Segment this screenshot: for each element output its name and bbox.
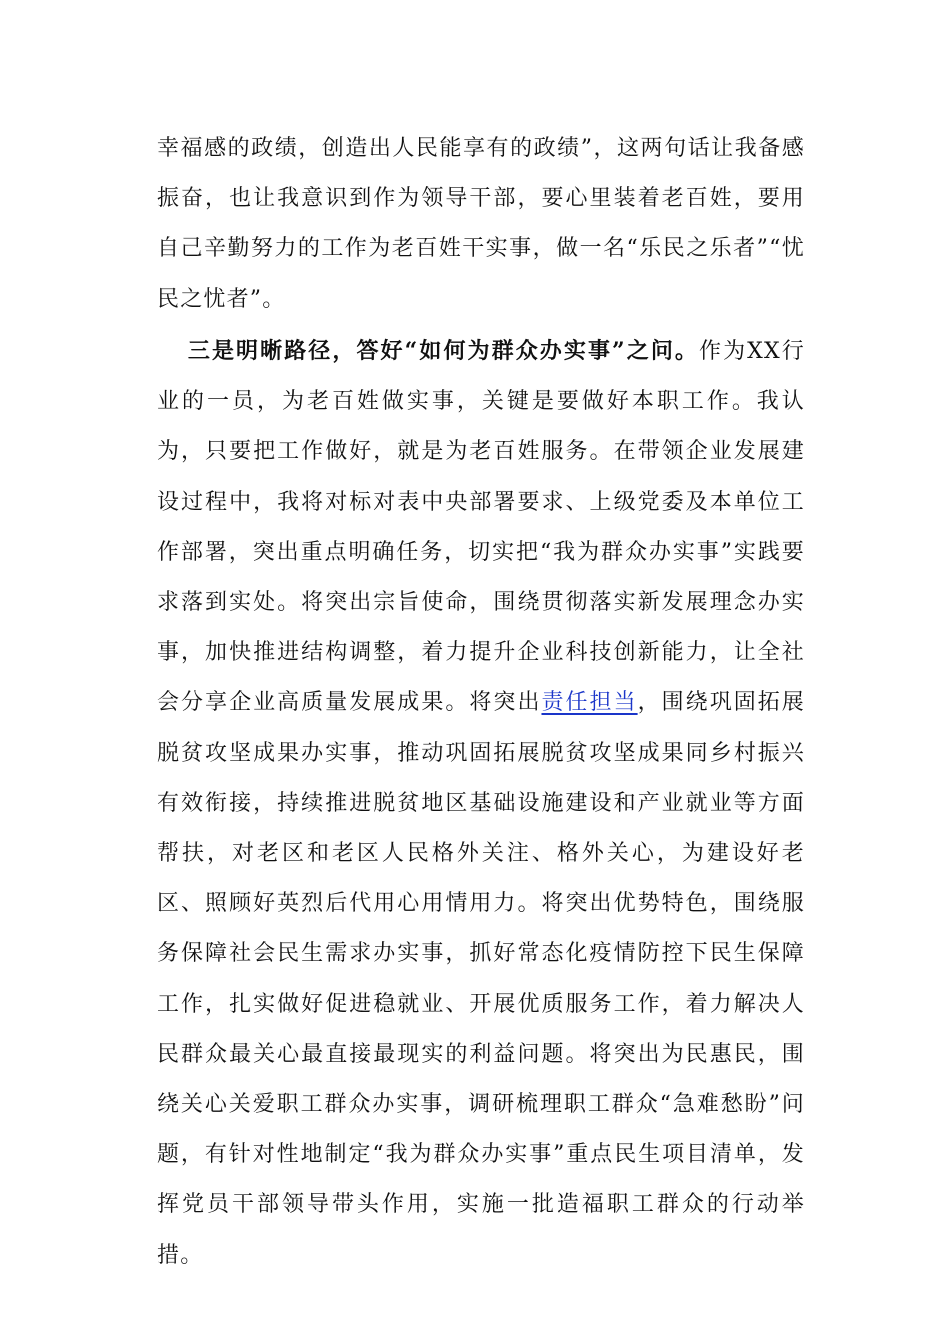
paragraph-2-text-end: ，围绕巩固拓展脱贫攻坚成果办实事，推动巩固拓展脱贫攻坚成果同乡村振兴有效衔接，持续推进脱贫地区基础设施建设和产业就业等方面帮扶，对老区和老区人民格外关注、格外关心，为建设好老区、照顾好英烈后代用心用情用力。将突出优势特色，围绕服务保障社会民生需求办实事，抓好常态化疫情防控下民生保障工作，扎实做好促进稳就业、开展优质服务工作，着力解决人民群众最关心最直接最现实的利益问题。将突出为民惠民，围绕关心关爱职工群众办实事，调研梳理职工群众“急难愁盼”问题，有针对性地制定“我为群众办实事”重点民生项目清单，发挥党员干部领导带头作用，实施一批造福职工群众的行动举措。: [157, 690, 805, 1268]
paragraph-1-text: 幸福感的政绩，创造出人民能享有的政绩”，这两句话让我备感振奋，也让我意识到作为领导干部，要心里装着老百姓，要用自己辛勤努力的工作为老百姓干实事，做一名“乐民之乐者”“忧民之忧者”。: [157, 136, 805, 312]
paragraph-path: [157, 326, 805, 1281]
paragraph-2-text-start: 作为XX行业的一员，为老百姓做实事，关键是要做好本职工作。我认为，只要把工作做好，就是为老百姓服务。在带领企业发展建设过程中，我将对标对表中央部署要求、上级党委及本单位工作部署，突出重点明确任务，切实把“我为群众办实事”实践要求落到实处。将突出宗旨使命，围绕贯彻落实新发展理念办实事，加快推进结构调整，着力提升企业科技创新能力，让全社会分享企业高质量发展成果。将突出: [157, 339, 805, 716]
responsibility-link[interactable]: 责任担当: [541, 690, 638, 716]
paragraph-continuation: [157, 124, 805, 325]
section-heading: 三是明晰路径，答好“如何为群众办实事”之问。: [187, 338, 700, 364]
